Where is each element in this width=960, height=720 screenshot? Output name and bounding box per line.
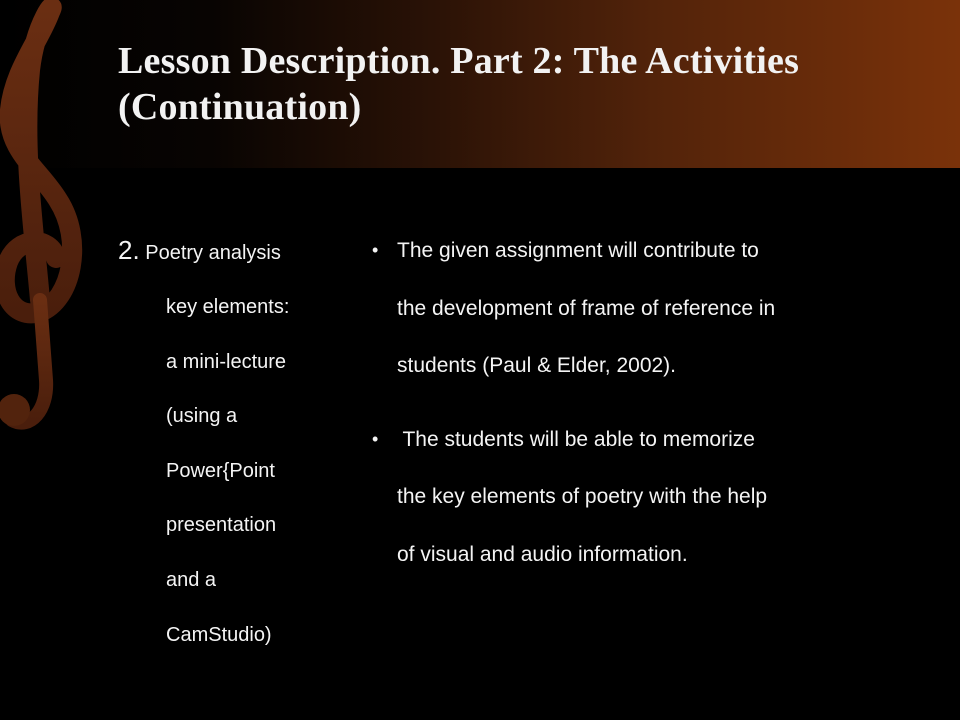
activity-line: CamStudio) [166,623,272,646]
bullet-line: of visual and audio information. [397,542,688,566]
bullet-item [372,411,932,584]
bullet-item [372,222,932,395]
activity-line: (using a [166,405,238,428]
activity-line: Power{Point [166,459,275,482]
activity-number: 2. [118,235,140,265]
activity-line: a mini-lecture [166,350,287,373]
activity-item [118,230,338,662]
activity-description [118,280,338,662]
slide-title: Lesson Description. Part 2: The Activities (Continuation) [118,40,800,128]
activity-line: and a [166,568,217,591]
bullet-marker: • [372,428,379,449]
bullet-marker: • [372,240,379,260]
bullet-line: The given assignment will contribute to [397,239,759,262]
bullet-line: students (Paul & Elder, 2002). [397,354,676,377]
activity-label: Poetry analysis [145,242,281,264]
activity-line: key elements: [166,296,290,318]
bullet-list [372,222,932,583]
bullet-line: the key elements of poetry with the help [397,485,768,508]
bullet-line: The students will be able to memorize [397,427,755,451]
treble-clef-icon [0,0,110,440]
activity-line: presentation [166,514,277,537]
activity-first-line [118,230,338,270]
bullet-line: the development of frame of reference in [397,296,776,320]
